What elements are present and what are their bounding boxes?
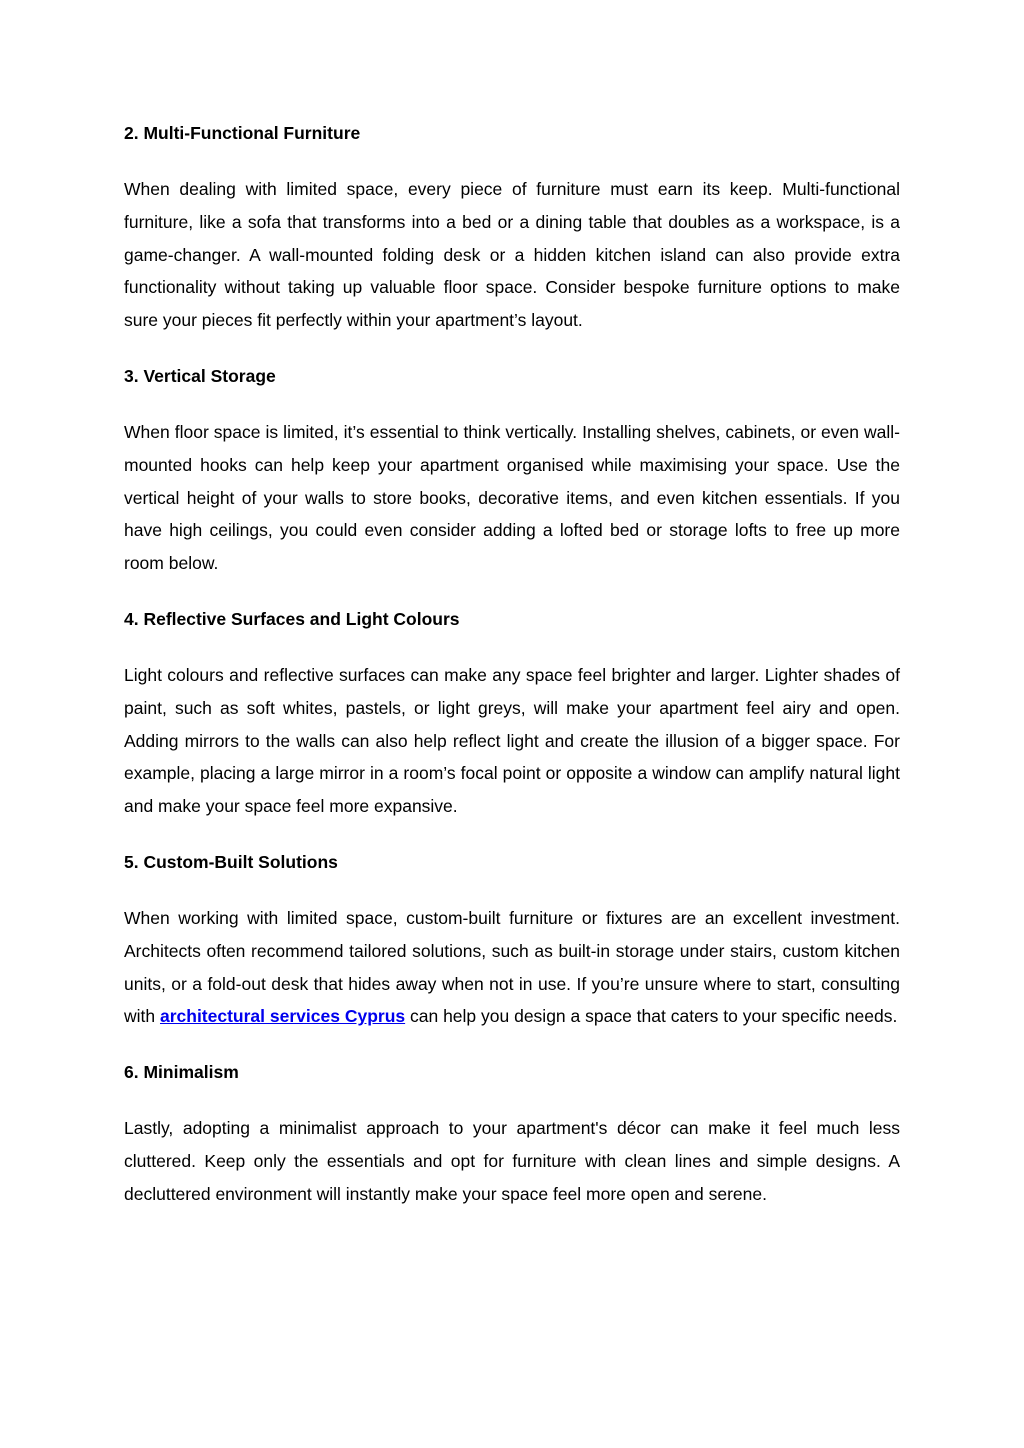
section-paragraph-reflective-surfaces: Light colours and reflective surfaces can make any space feel brighter and larger. Lighter shades of paint, such as soft whites, pastels, or light greys, will make your apartment feel airy and open. Adding mirrors to the walls can also help reflect light and create the illusion of a bigger space. For example, placing a large mirror in a room’s focal point or opposite a window can amplify natural light and make your space feel more expansive. xyxy=(124,664,900,817)
section-paragraph-minimalism: Lastly, adopting a minimalist approach to your apartment's décor can make it feel much less cluttered. Keep only the essentials and opt for furniture with clean lines and simple designs. A decluttered environment will instantly make your space feel more open and serene. xyxy=(124,1118,900,1204)
section-paragraph-vertical-storage: When floor space is limited, it’s essential to think vertically. Installing shelves, cabinets, or even wall-mounted hooks can help keep your apartment organised while maximising your space. Use the vertical height of your walls to store books, decorative items, and even kitchen essentials. If you have high ceilings, you could even consider adding a lofted bed or storage lofts to free up more room below. xyxy=(124,421,900,574)
section-heading-custom-built-solutions: 5. Custom-Built Solutions xyxy=(124,851,338,872)
architectural-services-link[interactable]: architectural services Cyprus xyxy=(159,1006,406,1027)
document-body xyxy=(124,117,900,1211)
paragraph-text-before-link: When working with limited space, custom-built furniture or fixtures are an excellent investment. Architects often recommend tailored solutions, such as built-in storage under stairs, custom kitchen units, or a fold-out desk that hides away when not in use. If you’re unsure where to start, consulting with xyxy=(124,907,900,1027)
section-paragraph-custom-built-solutions xyxy=(124,902,900,1033)
section-heading-vertical-storage: 3. Vertical Storage xyxy=(124,365,276,386)
section-heading-reflective-surfaces: 4. Reflective Surfaces and Light Colours xyxy=(124,608,460,629)
section-heading-multi-functional-furniture: 2. Multi-Functional Furniture xyxy=(124,123,361,143)
section-heading-minimalism: 6. Minimalism xyxy=(124,1062,239,1083)
section-paragraph-multi-functional-furniture: When dealing with limited space, every piece of furniture must earn its keep. Multi-functional furniture, like a sofa that transforms into a bed or a dining table that doubles as a workspace, is a game-changer. A wall-mounted folding desk or a hidden kitchen island can also provide extra functionality without taking up valuable floor space. Consider bespoke furniture options to make sure your pieces fit perfectly within your apartment’s layout. xyxy=(124,179,900,331)
paragraph-text-after-link: can help you design a space that caters to your specific needs. xyxy=(405,1006,898,1027)
